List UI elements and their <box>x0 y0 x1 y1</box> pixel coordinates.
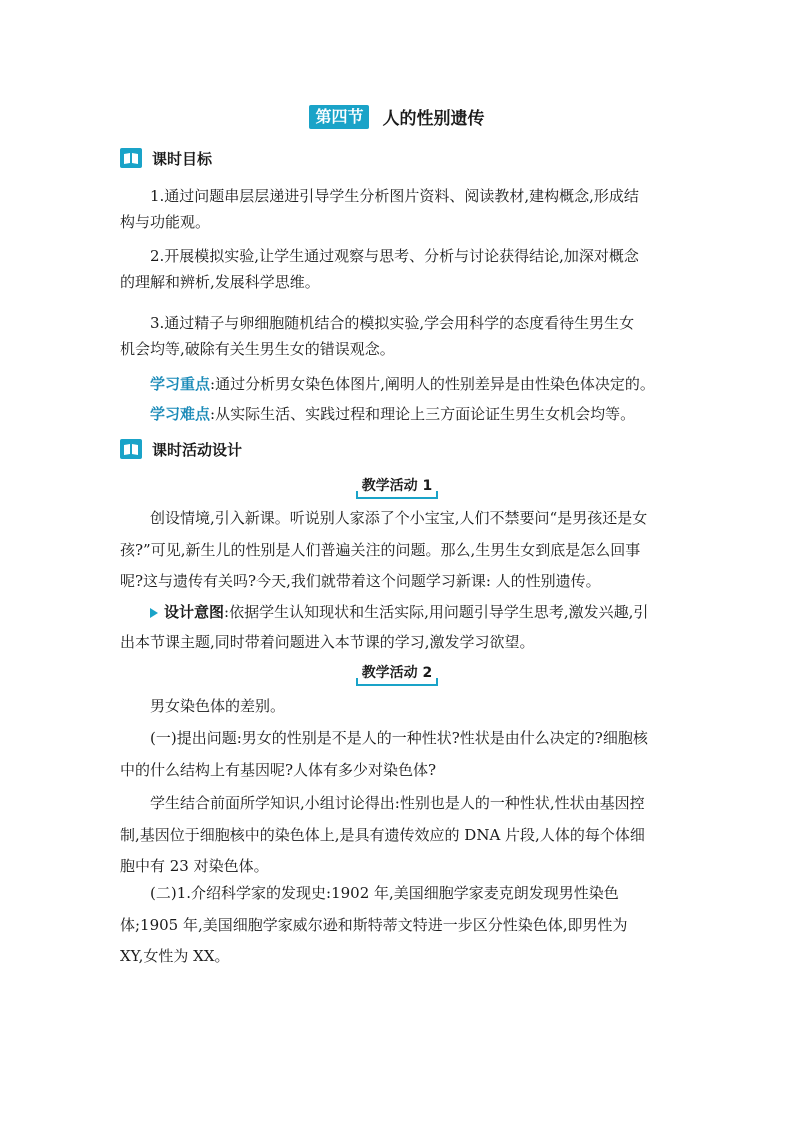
section-badge: 第四节 <box>309 105 369 129</box>
objective-1-line-1: 1.通过问题串层层递进引导学生分析图片资料、阅读教材,建构概念,形成结 <box>150 187 639 205</box>
section-title-row <box>0 104 794 129</box>
activity-2-intro: 男女染色体的差别。 <box>150 697 286 715</box>
activity-1-label: 教学活动 1 <box>0 475 794 499</box>
objective-3: 3.通过精子与卵细胞随机结合的模拟实验,学会用科学的态度看待生男生女 机会均等,破除有关生男生女的错误观念。 <box>120 314 635 358</box>
activity-2-answer: 学生结合前面所学知识,小组讨论得出:性别也是人的一种性状,性状由基因控 制,基因位于细胞核中的染色体上,是具有遗传效应的 DNA 片段,人体的每个体细 胞中有 23 对染色体。 <box>120 794 645 875</box>
difficulty-text: :从实际生活、实践过程和理论上三方面论证生男生女机会均等。 <box>210 405 636 423</box>
triangle-bullet-icon <box>150 608 158 618</box>
key-point-text: :通过分析男女染色体图片,阐明人的性别差异是由性染色体决定的。 <box>210 375 655 393</box>
activity-2-label: 教学活动 2 <box>0 662 794 686</box>
objectives-list <box>120 184 676 235</box>
difficulty-point <box>120 402 676 428</box>
activity-2-question: (一)提出问题:男女的性别是不是人的一种性状?性状是由什么决定的?细胞核 中的什么结构上有基因呢?人体有多少对染色体? <box>120 729 648 779</box>
design-intent: 设计意图:依据学生认知现状和生活实际,用问题引导学生思考,激发兴趣,引 出本节课主题,同时带着问题进入本节课的学习,激发学习欲望。 <box>120 603 649 651</box>
section-title: 人的性别遗传 <box>382 109 485 129</box>
open-book-icon <box>120 439 142 459</box>
design-intent-label: 设计意图 <box>164 603 225 621</box>
activity-1-text: 创设情境,引入新课。听说别人家添了个小宝宝,人们不禁要问“是男孩还是女 孩?”可见,新生儿的性别是人们普遍关注的问题。那么,生男生女到底是怎么回事 呢?这与遗传有关吗?今天,我们就带着这个问题学习新课: 人的性别遗传。 <box>120 509 648 590</box>
difficulty-label: 学习难点 <box>150 405 211 423</box>
objectives-heading: 课时目标 <box>120 147 212 169</box>
design-heading: 课时活动设计 <box>120 438 242 460</box>
activity-2-history: (二)1.介绍科学家的发现史:1902 年,美国细胞学家麦克朗发现男性染色 体;1905 年,美国细胞学家威尔逊和斯特蒂文特进一步区分性染色体,即男性为 XY,女性为 XX。 <box>120 884 628 965</box>
key-point-label: 学习重点 <box>150 375 211 393</box>
objective-2: 2.开展模拟实验,让学生通过观察与思考、分析与讨论获得结论,加深对概念 的理解和辨析,发展科学思维。 <box>120 247 639 291</box>
open-book-icon <box>120 148 142 168</box>
objective-1-line-2: 构与功能观。 <box>120 212 211 231</box>
key-point <box>120 372 676 398</box>
